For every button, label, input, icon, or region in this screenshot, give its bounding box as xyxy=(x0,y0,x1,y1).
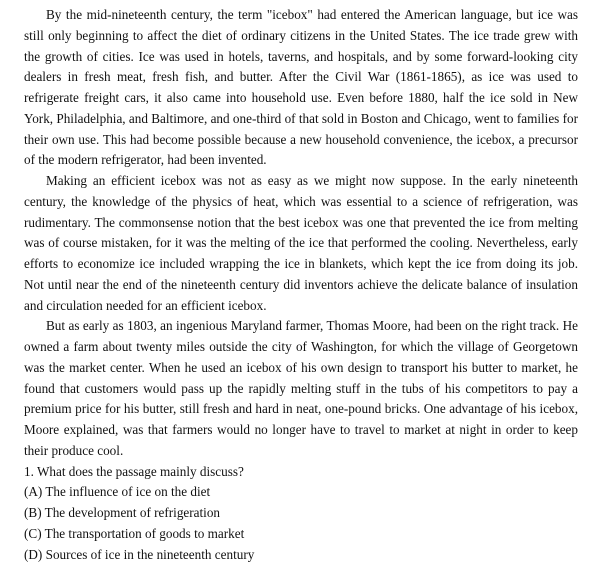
document-page xyxy=(24,5,578,565)
passage-paragraph-1: By the mid-nineteenth century, the term "icebox" had entered the American language, but ice was still only beginning to affect the diet of ordinary citizens in the United States. The ice trade grew with the growth of cities. Ice was used in hotels, taverns, and hospitals, and by some forward-looking city dealers in fresh meat, fresh fish, and butter. After the Civil War (1861-1865), as ice was used to refrigerate freight cars, it also came into household use. Even before 1880, half the ice sold in New York, Philadelphia, and Baltimore, and one-third of that sold in Boston and Chicago, went to families for their own use. This had become possible because a new household convenience, the icebox, a precursor of the modern refrigerator, had been invented. xyxy=(24,7,578,168)
answer-option-c: (C) The transportation of goods to market xyxy=(24,525,245,541)
answer-option-a: (A) The influence of ice on the diet xyxy=(24,484,211,500)
passage-paragraph-3: But as early as 1803, an ingenious Maryland farmer, Thomas Moore, had been on the right track. He owned a farm about twenty miles outside the city of Washington, for which the village of Georgetown was the market center. When he used an icebox of his own design to transport his butter to market, he found that customers would pass up the rapidly melting stuff in the tubs of his competitors to pay a premium price for his butter, still fresh and hard in neat, one-pound bricks. One advantage of his icebox, Moore explained, was that farmers would no longer have to travel to market at night in order to keep their produce cool. xyxy=(24,318,578,458)
question-stem: 1. What does the passage mainly discuss? xyxy=(24,463,244,479)
passage-paragraph-2: Making an efficient icebox was not as easy as we might now suppose. In the early nineteenth century, the knowledge of the physics of heat, which was essential to a science of refrigeration, was rudimentary. The commonsense notion that the best icebox was one that prevented the ice from melting was of course mistaken, for it was the melting of the ice that performed the cooling. Nevertheless, early efforts to economize ice included wrapping the ice in blankets, which kept the ice from doing its job. Not until near the end of the nineteenth century did inventors achieve the delicate balance of insulation and circulation needed for an efficient icebox. xyxy=(24,173,578,313)
answer-option-d: (D) Sources of ice in the nineteenth century xyxy=(24,546,255,562)
answer-option-b: (B) The development of refrigeration xyxy=(24,505,221,520)
